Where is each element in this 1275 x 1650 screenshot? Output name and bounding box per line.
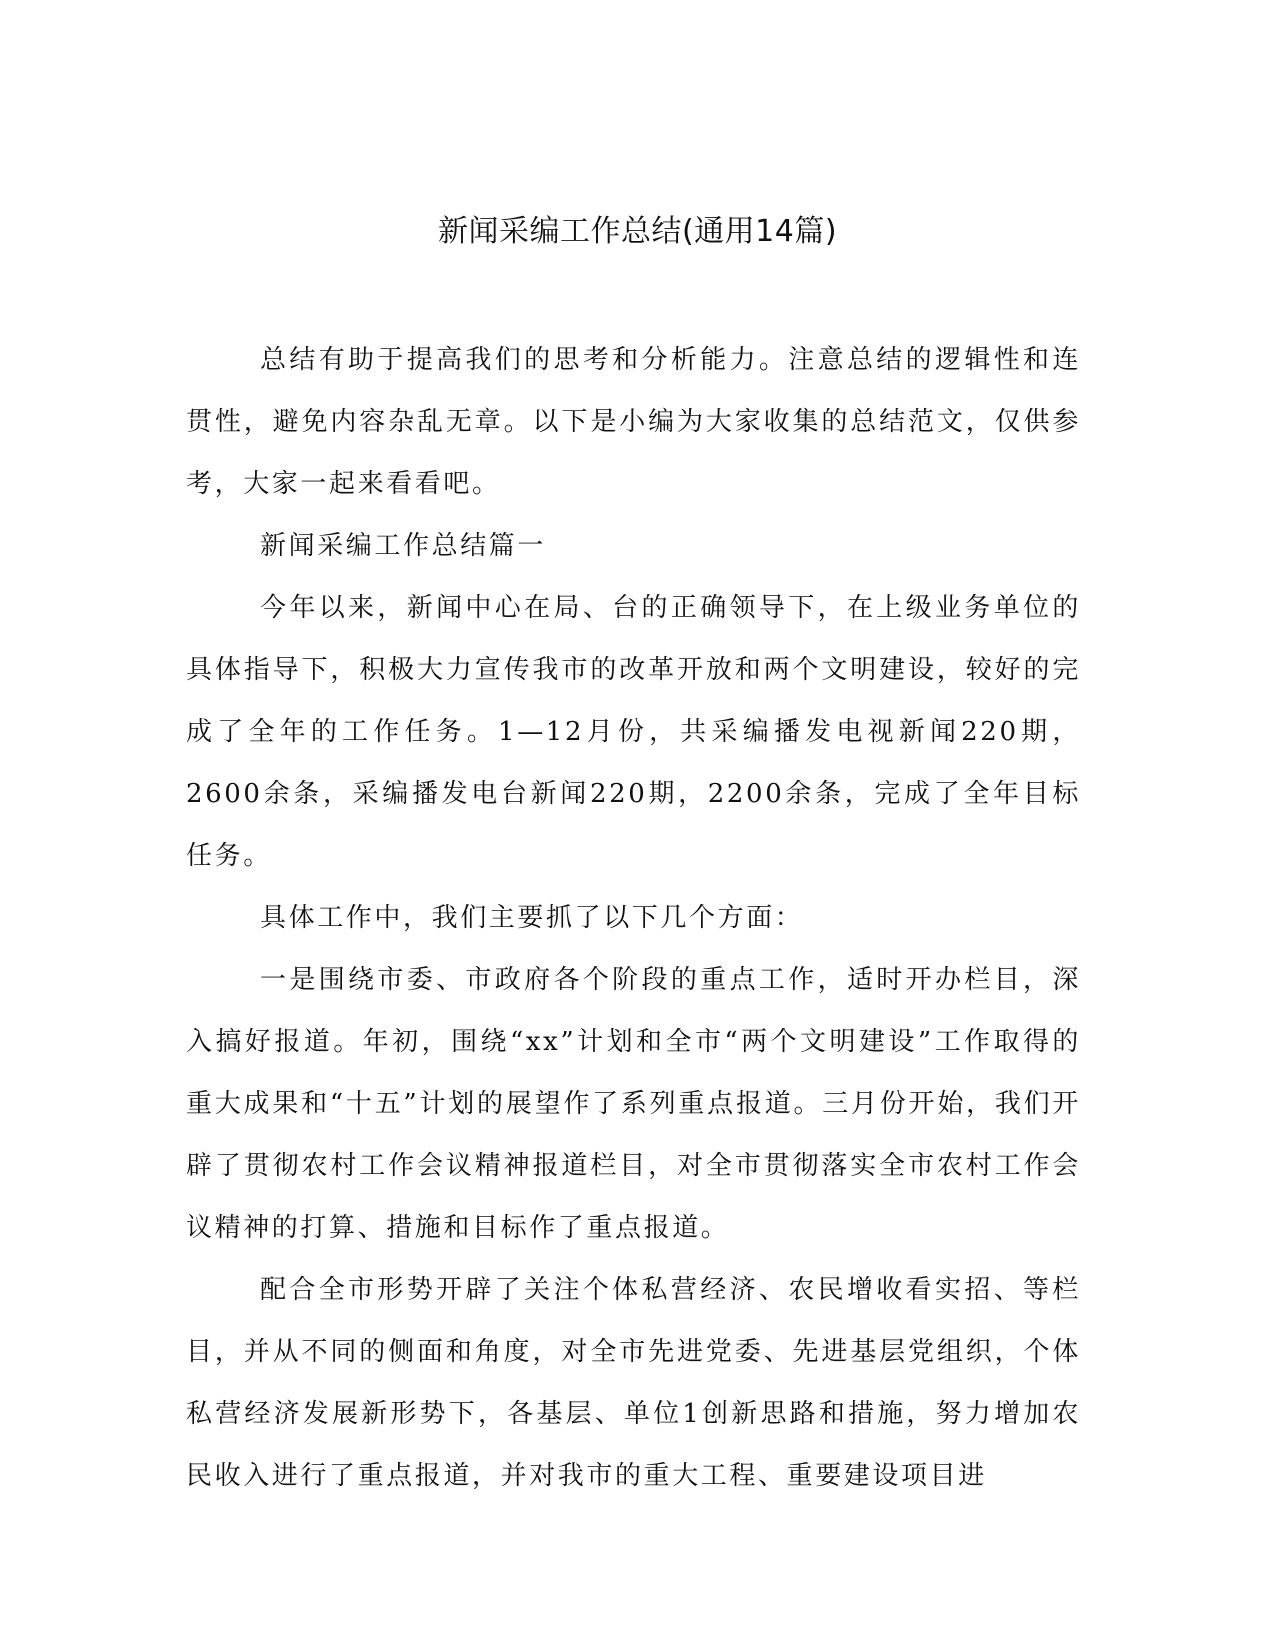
body-paragraph: 今年以来，新闻中心在局、台的正确领导下，在上级业务单位的具体指导下，积极大力宣传我市的改革开放和两个文明建设，较好的完成了全年的工作任务。1—12月份，共采编播发电视新闻220期，2600余条，采编播发电台新闻220期，2200余条，完成了全年目标任务。 — [186, 593, 1081, 871]
body-paragraph: 一是围绕市委、市政府各个阶段的重点工作，适时开办栏目，深入搞好报道。年初，围绕“xx”计划和全市“两个文明建设”工作取得的重大成果和“十五”计划的展望作了系列重点报道。三月份开始，我们开辟了贯彻农村工作会议精神报道栏目，对全市贯彻落实全市农村工作会议精神的打算、措施和目标作了重点报道。 — [186, 965, 1081, 1243]
body-paragraph: 具体工作中，我们主要抓了以下几个方面： — [260, 903, 804, 933]
intro-paragraph: 总结有助于提高我们的思考和分析能力。注意总结的逻辑性和连贯性，避免内容杂乱无章。以下是小编为大家收集的总结范文，仅供参考，大家一起来看看吧。 — [186, 345, 1081, 499]
section-heading: 新闻采编工作总结篇一 — [260, 531, 547, 561]
body-paragraph: 配合全市形势开辟了关注个体私营经济、农民增收看实招、等栏目，并从不同的侧面和角度，对全市先进党委、先进基层党组织，个体私营经济发展新形势下，各基层、单位1创新思路和措施，努力增加农民收入进行了重点报道，并对我市的重大工程、重要建设项目进 — [186, 1275, 1081, 1491]
document-body — [186, 329, 1081, 1507]
document-title: 新闻采编工作总结(通用14篇) — [437, 214, 838, 249]
